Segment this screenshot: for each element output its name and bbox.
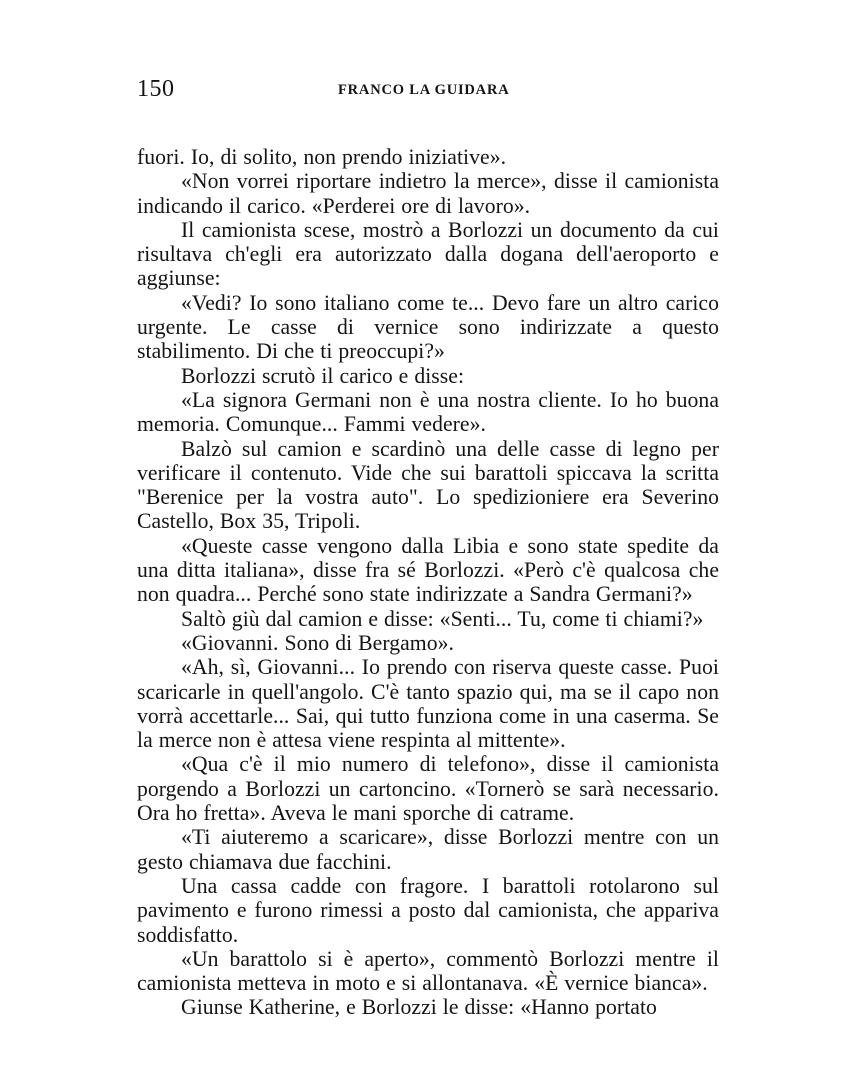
paragraph: «Un barattolo si è aperto», commentò Borlozzi mentre il camionista metteva in moto e si allontanava. «È vernice bianca». — [137, 946, 719, 996]
paragraph: Il camionista scese, mostrò a Borlozzi un documento da cui risultava ch'egli era autorizzato dalla dogana dell'aeroporto e aggiunse: — [137, 217, 719, 291]
paragraph: Borlozzi scrutò il carico e disse: — [181, 363, 465, 388]
paragraph: «Non vorrei riportare indietro la merce», disse il camionista indicando il carico. «Perderei ore di lavoro». — [137, 169, 719, 218]
paragraph: Giunse Katherine, e Borlozzi le disse: «Hanno portato — [181, 995, 657, 1020]
paragraph: fuori. Io, di solito, non prendo iniziative». — [137, 145, 507, 169]
paragraph: «Ah, sì, Giovanni... Io prendo con riserva queste casse. Puoi scaricarle in quell'angolo. C'è tanto spazio qui, ma se il capo non vorrà accettarle... Sai, qui tutto funziona come in una caserma. Se la merce non è attesa viene respinta al mittente». — [137, 655, 719, 753]
paragraph: «Qua c'è il mio numero di telefono», disse il camionista porgendo a Borlozzi un cartoncino. «Tornerò se sarà necessario. Ora ho fretta». Aveva le mani sporche di catrame. — [137, 752, 719, 826]
paragraph: «Vedi? Io sono italiano come te... Devo fare un altro carico urgente. Le casse di vernice sono indirizzate a questo stabilimento. Di che ti preoccupi?» — [137, 290, 719, 364]
paragraph: «Giovanni. Sono di Bergamo». — [181, 630, 454, 655]
paragraph: «Queste casse vengono dalla Libia e sono state spedite da una ditta italiana», disse fra sé Borlozzi. «Però c'è qualcosa che non quadra... Perché sono state indirizzate a Sandra Germani?» — [137, 533, 719, 607]
paragraph: Balzò sul camion e scardinò una delle casse di legno per verificare il contenuto. Vide che sui barattoli spiccava la scritta "Berenice per la vostra auto". Lo spedizioniere era Severino Castello, Box 35, Tripoli. — [137, 436, 719, 534]
paragraph: «Ti aiuteremo a scaricare», disse Borlozzi mentre con un gesto chiamava due facchini. — [137, 825, 719, 874]
page-number: 150 — [137, 76, 175, 102]
paragraph: «La signora Germani non è una nostra cliente. Io ho buona memoria. Comunque... Fammi vedere». — [137, 387, 719, 437]
body-text — [137, 145, 719, 1020]
paragraph: Saltò giù dal camion e disse: «Senti... Tu, come ti chiami?» — [181, 606, 704, 631]
paragraph: Una cassa cadde con fragore. I barattoli rotolarono sul pavimento e furono rimessi a posto dal camionista, che appariva soddisfatto. — [137, 873, 719, 947]
running-title: FRANCO LA GUIDARA — [338, 82, 510, 98]
